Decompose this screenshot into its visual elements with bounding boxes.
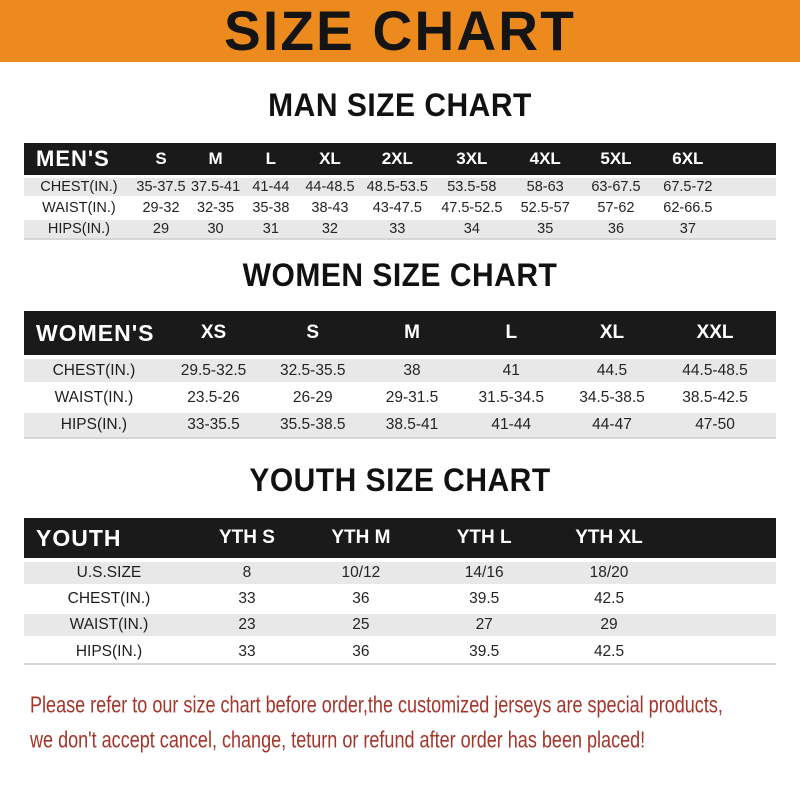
- size-value-cell: 48.5-53.5: [361, 176, 433, 197]
- size-value-cell: 31.5-34.5: [462, 384, 561, 411]
- table-corner-label: MEN'S: [36, 145, 110, 171]
- size-value-cell: 41-44: [243, 176, 299, 197]
- row-label: HIPS(IN.): [24, 218, 134, 239]
- size-value-cell: 23: [194, 612, 300, 638]
- size-value-cell: 18/20: [547, 560, 672, 586]
- disclaimer-line-2: [30, 722, 800, 757]
- size-value-cell: 41: [462, 357, 561, 384]
- size-column-header: YTH M: [331, 527, 391, 548]
- size-chart-section-2: [24, 463, 776, 665]
- filler-cell: [767, 357, 776, 384]
- size-table: [24, 518, 776, 665]
- size-value-cell: 29-31.5: [362, 384, 461, 411]
- size-value-cell: 44-47: [561, 411, 663, 438]
- row-label: WAIST(IN.): [24, 197, 134, 218]
- filler-cell: [767, 411, 776, 438]
- row-label: WAIST(IN.): [24, 384, 164, 411]
- filler-cell: [724, 176, 776, 197]
- filler-cell: [671, 586, 776, 612]
- size-value-cell: 67.5-72: [652, 176, 724, 197]
- size-value-cell: 32: [299, 218, 361, 239]
- size-value-cell: 36: [300, 638, 422, 664]
- size-value-cell: 37: [652, 218, 724, 239]
- disclaimer-text-1: Please refer to our size chart before order,the customized jerseys are special products,: [30, 691, 723, 718]
- size-value-cell: 35-38: [243, 197, 299, 218]
- size-value-cell: 35: [510, 218, 580, 239]
- size-value-cell: 30: [188, 218, 243, 239]
- size-value-cell: 38-43: [299, 197, 361, 218]
- size-column-header: 2XL: [381, 148, 413, 168]
- size-value-cell: 33: [194, 638, 300, 664]
- disclaimer-line-1: [30, 687, 800, 722]
- filler-cell: [671, 612, 776, 638]
- size-column-header: S: [155, 148, 167, 168]
- size-value-cell: 32.5-35.5: [263, 357, 362, 384]
- size-value-cell: 63-67.5: [580, 176, 652, 197]
- size-table-row: [24, 612, 776, 638]
- size-column-header: XL: [319, 148, 341, 168]
- row-label: CHEST(IN.): [24, 176, 134, 197]
- filler-cell: [767, 311, 776, 357]
- size-table-row: [24, 586, 776, 612]
- filler-cell: [767, 384, 776, 411]
- size-value-cell: 42.5: [547, 586, 672, 612]
- size-value-cell: 47.5-52.5: [433, 197, 510, 218]
- size-value-cell: 53.5-58: [433, 176, 510, 197]
- section-heading: [24, 463, 776, 498]
- size-table-row: [24, 384, 776, 411]
- size-value-cell: 44.5-48.5: [663, 357, 767, 384]
- size-value-cell: 23.5-26: [164, 384, 263, 411]
- size-value-cell: 34.5-38.5: [561, 384, 663, 411]
- filler-cell: [724, 197, 776, 218]
- size-table-header-row: [24, 518, 776, 560]
- size-column-header: YTH S: [218, 527, 275, 548]
- section-heading-text: WOMEN SIZE CHART: [242, 257, 558, 294]
- size-column-header: XS: [200, 322, 227, 343]
- row-label: U.S.SIZE: [24, 560, 194, 586]
- size-column-header: YTH XL: [575, 527, 643, 548]
- size-value-cell: 34: [433, 218, 510, 239]
- section-heading: [24, 88, 776, 123]
- size-value-cell: 35.5-38.5: [263, 411, 362, 438]
- size-table-header-row: [24, 311, 776, 357]
- filler-cell: [671, 518, 776, 560]
- section-heading-text: YOUTH SIZE CHART: [249, 462, 551, 499]
- size-table-row: [24, 176, 776, 197]
- size-value-cell: 41-44: [462, 411, 561, 438]
- size-column-header: M: [404, 322, 420, 343]
- size-value-cell: 33: [194, 586, 300, 612]
- size-value-cell: 27: [422, 612, 547, 638]
- size-value-cell: 44.5: [561, 357, 663, 384]
- section-heading-text: MAN SIZE CHART: [268, 87, 532, 124]
- size-value-cell: 58-63: [510, 176, 580, 197]
- size-value-cell: 10/12: [300, 560, 422, 586]
- size-value-cell: 29: [134, 218, 188, 239]
- size-value-cell: 36: [300, 586, 422, 612]
- size-value-cell: 39.5: [422, 586, 547, 612]
- banner-title: SIZE CHART: [224, 0, 576, 63]
- size-table-row: [24, 357, 776, 384]
- size-table: [24, 311, 776, 439]
- size-value-cell: 44-48.5: [299, 176, 361, 197]
- disclaimer: [0, 687, 800, 757]
- filler-cell: [724, 218, 776, 239]
- size-column-header: XL: [599, 322, 625, 343]
- filler-cell: [671, 638, 776, 664]
- size-table-header-row: [24, 143, 776, 176]
- size-value-cell: 37.5-41: [188, 176, 243, 197]
- size-value-cell: 29-32: [134, 197, 188, 218]
- size-value-cell: 38: [362, 357, 461, 384]
- size-value-cell: 36: [580, 218, 652, 239]
- filler-cell: [724, 143, 776, 176]
- size-value-cell: 38.5-42.5: [663, 384, 767, 411]
- section-heading: [24, 258, 776, 293]
- size-column-header: 4XL: [529, 148, 561, 168]
- chart-sections: [0, 88, 800, 665]
- size-table-row: [24, 411, 776, 438]
- size-value-cell: 25: [300, 612, 422, 638]
- size-value-cell: 14/16: [422, 560, 547, 586]
- size-table: [24, 143, 776, 240]
- size-value-cell: 42.5: [547, 638, 672, 664]
- size-value-cell: 47-50: [663, 411, 767, 438]
- size-value-cell: 29.5-32.5: [164, 357, 263, 384]
- size-column-header: YTH L: [456, 527, 512, 548]
- size-value-cell: 39.5: [422, 638, 547, 664]
- size-chart-section-0: [24, 88, 776, 240]
- size-table-row: [24, 638, 776, 664]
- size-value-cell: 33-35.5: [164, 411, 263, 438]
- size-column-header: L: [265, 148, 277, 168]
- size-column-header: XXL: [696, 322, 734, 343]
- size-value-cell: 57-62: [580, 197, 652, 218]
- table-corner-label: YOUTH: [36, 524, 122, 551]
- size-column-header: 6XL: [672, 148, 704, 168]
- size-chart-banner: [0, 0, 800, 62]
- size-value-cell: 26-29: [263, 384, 362, 411]
- size-value-cell: 31: [243, 218, 299, 239]
- size-value-cell: 32-35: [188, 197, 243, 218]
- size-value-cell: 62-66.5: [652, 197, 724, 218]
- size-value-cell: 38.5-41: [362, 411, 461, 438]
- filler-cell: [671, 560, 776, 586]
- table-corner-label: WOMEN'S: [36, 319, 155, 346]
- size-column-header: L: [505, 322, 518, 343]
- row-label: CHEST(IN.): [24, 357, 164, 384]
- size-column-header: 3XL: [456, 148, 488, 168]
- size-value-cell: 33: [361, 218, 433, 239]
- size-value-cell: 29: [547, 612, 672, 638]
- size-column-header: S: [306, 322, 320, 343]
- row-label: WAIST(IN.): [24, 612, 194, 638]
- size-value-cell: 52.5-57: [510, 197, 580, 218]
- row-label: HIPS(IN.): [24, 638, 194, 664]
- size-value-cell: 8: [194, 560, 300, 586]
- size-chart-section-1: [24, 258, 776, 439]
- row-label: HIPS(IN.): [24, 411, 164, 438]
- size-column-header: 5XL: [600, 148, 632, 168]
- disclaimer-text-2: we don't accept cancel, change, teturn or refund after order has been placed!: [30, 726, 646, 753]
- size-table-row: [24, 218, 776, 239]
- row-label: CHEST(IN.): [24, 586, 194, 612]
- size-value-cell: 35-37.5: [134, 176, 188, 197]
- size-value-cell: 43-47.5: [361, 197, 433, 218]
- size-column-header: M: [208, 148, 223, 168]
- size-table-row: [24, 197, 776, 218]
- size-table-row: [24, 560, 776, 586]
